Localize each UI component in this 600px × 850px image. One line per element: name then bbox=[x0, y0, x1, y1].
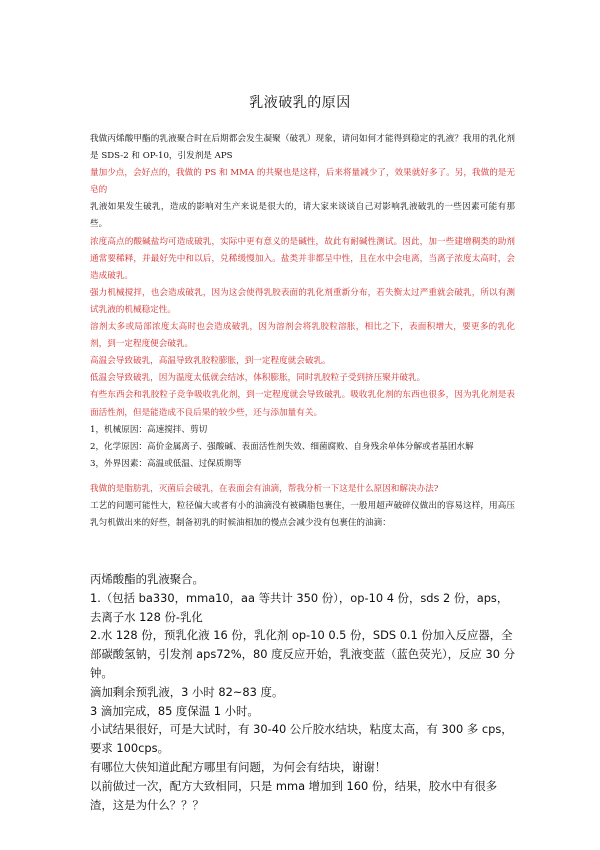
recipe-section bbox=[90, 570, 515, 814]
recipe-step-2: 2.水 128 份，预乳化液 16 份，乳化剂 op-10 0.5 份，SDS 0.1 份加入反应器，全部碳酸氢钠，引发剂 aps72%，80 度反应开始，乳液变蓝（蓝色荧光），反应 30 分钟。 bbox=[90, 628, 515, 680]
paragraph-low-temperature: 低温会导致破乳，因为温度太低就会结冰，体积膨胀，同时乳胶粒子受到挤压聚并破乳。 bbox=[90, 373, 426, 384]
document-title: 乳液破乳的原因 bbox=[249, 95, 351, 111]
list-item-external: 3，外界因素：高温或低温、过保质期等 bbox=[90, 458, 242, 469]
paragraph-question-intro: 我做丙烯酸甲酯的乳液聚合时在后期都会发生凝聚（破乳）现象，请问如何才能得到稳定的乳液？我用的乳化剂是 SDS-2 和 OP-10，引发剂是 APS bbox=[90, 134, 515, 162]
recipe-question: 有哪位大侠知道此配方哪里有问题，为何会有结块，谢谢！ bbox=[90, 759, 387, 774]
recipe-dropwise: 滴加剩余预乳液，3 小时 82~83 度。 bbox=[90, 684, 284, 699]
paragraph-high-temperature: 高温会导致破乳，高温导致乳胶粒膨胀，到一定程度就会破乳。 bbox=[90, 356, 331, 367]
spacer bbox=[90, 473, 515, 481]
recipe-heading: 丙烯酸酯的乳液聚合。 bbox=[90, 572, 204, 586]
recipe-step-1: 1.（包括 ba330，mma10，aa 等共计 350 份），op-10 4 份，sds 2 份，aps，去离子水 128 份-乳化 bbox=[90, 590, 509, 624]
paragraph-emulsifier-competition: 有些东西会和乳胶粒子竞争吸收乳化剂，到一定程度就会导致破乳。吸收乳化剂的东西也很多，因为乳化剂是表面活性剂，但是能造成不良后果的较少些，还与添加量有关。 bbox=[90, 390, 515, 418]
paragraph-fat-emulsion-answer: 工艺的问题可能性大，粒径偏大或者有小的油滴没有被磷脂包裹住，一般用超声破碎仪做出的容易这样，用高压乳匀机做出来的好些，制备初乳的时候油相加的慢点会减少没有包裹住的油滴： bbox=[90, 500, 515, 529]
document-body bbox=[90, 131, 515, 532]
recipe-step-3: 3 滴加完成，85 度保温 1 小时。 bbox=[90, 703, 259, 718]
list-item-chemical: 2，化学原因：高价金属离子、强酸碱、表面活性剂失效、细菌腐败、自身残余单体分解或者基团水解 bbox=[90, 441, 474, 452]
recipe-followup: 以前做过一次，配方大致相同，只是 mma 增加到 160 份，结果，胶水中有很多渣，这是为什么？？？ bbox=[90, 778, 498, 812]
paragraph-fat-emulsion-question: 我做的是脂肪乳，灭菌后会破乳，在表面会有油滴，帮我分析一下这是什么原因和解决办法? bbox=[90, 483, 439, 494]
paragraph-mechanical-stirring: 强力机械搅拌，也会造成破乳，因为这会使得乳胶表面的乳化剂重新分布，若失衡太过严重就会破乳，所以有测试乳液的机械稳定性。 bbox=[90, 287, 515, 315]
paragraph-solvent: 溶剂太多或局部浓度太高时也会造成破乳，因为溶剂会将乳胶粒溶胀，相比之下，表面积增大，要更多的乳化剂，到一定程度便会破乳。 bbox=[90, 322, 515, 350]
paragraph-discussion-prompt: 乳液如果发生破乳，造成的影响对生产来说是很大的，请大家来谈谈自己对影响乳液破乳的一些因素可能有那些。 bbox=[90, 202, 515, 230]
list-item-mechanical: 1，机械原因：高速搅拌、剪切 bbox=[90, 424, 208, 435]
paragraph-salt-alkali: 浓度高点的酸碱盐均可造成破乳，实际中更有意义的是碱性，故此有耐碱性测试。因此，加一些建增稠类的助剂通常要稀释，并最好先中和以后，兑稀缓慢加入。盐类并非都呈中性，且在水中会电离，当离子浓度太高时，会造成破乳。 bbox=[90, 236, 515, 281]
paragraph-reply-no-soap: 量加少点，会好点的，我做的 PS 和 MMA 的共聚也是这样，后来将量减少了，效果就好多了。另，我做的是无皂的 bbox=[90, 168, 515, 196]
recipe-result: 小试结果很好，可是大试时，有 30-40 公斤胶水结块，粘度太高，有 300 多 cps，要求 100cps。 bbox=[90, 722, 513, 756]
